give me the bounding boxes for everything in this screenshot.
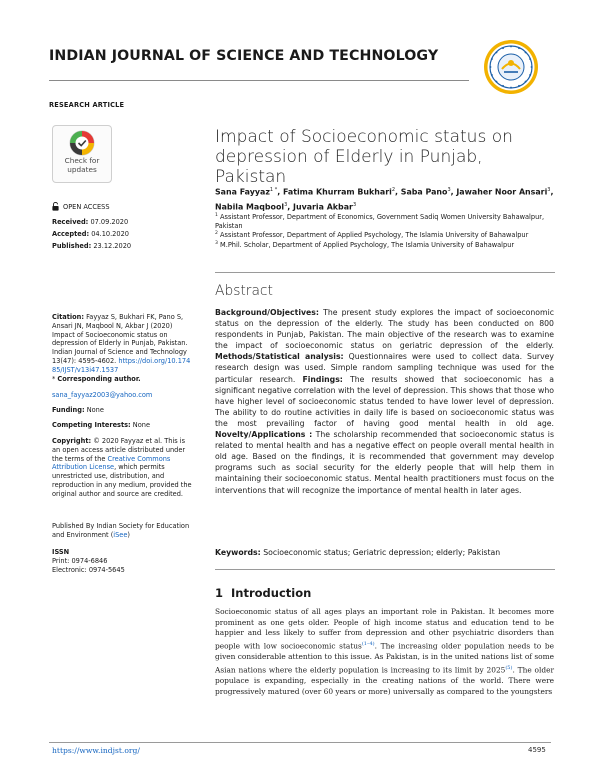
open-access-label: OPEN ACCESS	[63, 202, 110, 211]
crossmark-icon	[69, 130, 95, 156]
journal-title: INDIAN JOURNAL OF SCIENCE AND TECHNOLOGY	[49, 48, 439, 64]
author-name: Juvaria Akbar	[293, 202, 353, 212]
open-lock-icon	[52, 202, 59, 211]
accepted-date: Accepted: 04.10.2020	[52, 230, 129, 238]
author-name: Saba Pano	[400, 187, 448, 197]
citation-ref[interactable]: (1–4)	[361, 640, 375, 647]
competing-interests: Competing Interests: None	[52, 421, 150, 429]
author-name: Jawaher Noor Ansari	[456, 187, 548, 197]
journal-url-link[interactable]: https://www.indjst.org/	[52, 746, 140, 755]
affiliation-item: $^3$ M.Phil. Scholar, Department of Applied Psychology, The Islamia University of Bahawalpur	[215, 241, 515, 250]
paper-title: Impact of Socioeconomic status on depression of Elderly in Punjab, Pakistan	[215, 127, 513, 187]
header-divider	[49, 80, 469, 81]
copyright-block: Copyright: © 2020 Fayyaz et al. This is an open access article distributed under the terms of the Creative Commons Attribution License, which permits unrestricted use, distribution, and reproduction in any medium, provided the original author and source are credited.	[52, 437, 192, 498]
abstract-bottom-divider	[215, 569, 555, 570]
published-date: Published: 23.12.2020	[52, 242, 132, 250]
abstract-heading: Abstract	[215, 283, 273, 299]
author-list: Sana Fayyaz$^{1 *}$, Fatima Khurram Bukhari$^2$, Saba Pano$^3$, Jawaher Noor Ansari$^3$, Nabila Maqbool$^3$, Juvaria Akbar$^3$	[215, 187, 554, 212]
page-number: 4595	[528, 746, 546, 754]
keywords: Keywords: Socioeconomic status; Geriatric depression; elderly; Pakistan	[215, 548, 501, 557]
author-name: Sana Fayyaz	[215, 187, 270, 197]
corresponding-email-link[interactable]: sana_fayyaz2003@yahoo.com	[52, 391, 153, 399]
corresponding-author: * Corresponding author.	[52, 375, 141, 383]
abstract-top-divider	[215, 272, 555, 273]
author-name: Nabila Maqbool	[215, 202, 285, 212]
citation-doi-link[interactable]: https://doi.org/10.17485/IJST/v13i47.1537	[52, 356, 191, 374]
affiliation-item: $^1$ Assistant Professor, Department of Economics, Government Sadiq Women University Bahawalpur, Pakistan	[215, 213, 545, 230]
introduction-heading: 1 Introduction	[215, 586, 312, 600]
journal-logo-icon	[482, 38, 540, 96]
funding-statement: Funding: None	[52, 406, 104, 414]
isee-link[interactable]: iSee	[113, 530, 128, 539]
open-access-badge	[52, 202, 110, 211]
affiliation-item: $^2$ Assistant Professor, Department of Applied Psychology, The Islamia University of Bahawalpur	[215, 231, 529, 240]
check-for-updates-badge[interactable]	[52, 125, 112, 183]
footer-divider	[49, 742, 551, 743]
citation-ref[interactable]: (5)	[505, 664, 513, 671]
check-for-updates-line1: Check for	[64, 156, 100, 165]
abstract-body: Background/Objectives: The present study explores the impact of socioeconomic status on the depression of the elderly. The study has been conducted on 800 respondents in Punjab, Pakistan. The main objective of the research was to examine the impact of socioeconomic status on geriatric depression of the elderly. Methods/Statistical analysis: Questionnaires were used to collect data. Survey research design was used. Simple random sampling technique was used for the particular research. Findings: The results showed that socioeconomic has a significant negative correlation with the level of depression. This shows that those who have higher level of socioeconomic status tended to have lower level of depression. The ability to do routine activities in daily life is based on socioeconomic status was the most prevailing factor of having good mental health in old age. Novelty/Applications : The scholarship recommended that socioeconomic status is related to mental health and has a negative effect on people overall mental health in old age. Based on the findings, it is recommended that government may develop programs such as social security for the elderly people that will help them in maintaining their socioeconomic status. Mental health practitioners must focus on the interventions that will recognize the importance of mental health in later ages.	[215, 308, 555, 495]
publisher-block: Published By Indian Society for Education and Environment (iSee)	[52, 522, 190, 539]
author-name: Fatima Khurram Bukhari	[282, 187, 392, 197]
article-type-label: RESEARCH ARTICLE	[49, 101, 125, 109]
cc-license-link[interactable]: Creative Commons Attribution License	[52, 454, 171, 472]
check-for-updates-line2: updates	[67, 165, 97, 174]
affiliation-list	[215, 212, 560, 250]
received-date: Received: 07.09.2020	[52, 218, 129, 226]
citation-block: Citation: Fayyaz S, Bukhari FK, Pano S, Ansari JN, Maqbool N, Akbar J (2020) Impact of Socioeconomic status on depression of Elderly in Punjab, Pakistan. Indian Journal of Science and Technology 13(47): 4595-4602. https://doi.org/10.17485/IJST/v13i47.1537	[52, 313, 191, 374]
introduction-body: Socioeconomic status of all ages plays an important role in Pakistan. It becomes more prominent as one gets older. People of high income status and education tend to be happier and less likely to suffer from depression and other psychiatric disorders than people with low socioeconomic status$^{(1-4)}$. The increasing older population needs to be given considerable attention to this issue. As Pakistan, is in the united nations list of some Asian nations where the elderly population is increasing to its limit by 2025$^{(5)}$. The older populace is expanding, especially in the creating nations of the world. There were progressively matured (over 60 years or more) universally as compared to the youngsters	[215, 607, 555, 696]
issn-block: ISSN Print: 0974-6846 Electronic: 0974-5645	[52, 548, 125, 574]
